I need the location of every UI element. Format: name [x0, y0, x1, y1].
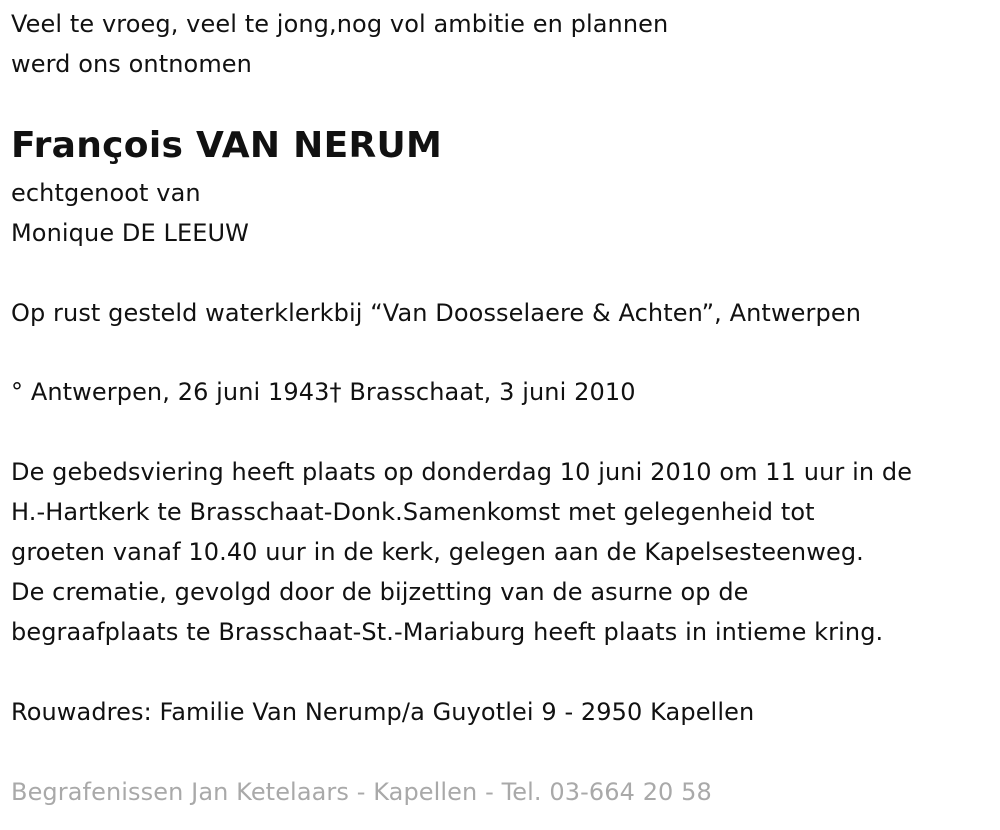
ceremony-line-3: groeten vanaf 10.40 uur in de kerk, gelegen aan de Kapelsesteenweg. — [11, 538, 864, 566]
epigraph-line-2: werd ons ontnomen — [11, 50, 252, 78]
ceremony-line-2: H.-Hartkerk te Brasschaat-Donk.Samenkomst met gelegenheid tot — [11, 498, 815, 526]
epigraph-line-1: Veel te vroeg, veel te jong,nog vol ambitie en plannen — [11, 10, 669, 38]
occupation-text: Op rust gesteld waterklerkbij “Van Doosselaere & Achten”, Antwerpen — [11, 299, 862, 327]
birth-death-dates: ° Antwerpen, 26 juni 1943† Brasschaat, 3 juni 2010 — [11, 378, 636, 406]
mourning-address: Rouwadres: Familie Van Nerump/a Guyotlei 9 - 2950 Kapellen — [11, 698, 755, 726]
funeral-home-footer: Begrafenissen Jan Ketelaars - Kapellen - Tel. 03-664 20 58 — [11, 778, 712, 806]
deceased-name: François VAN NERUM — [11, 125, 443, 166]
relation-text: echtgenoot van — [11, 179, 201, 207]
ceremony-line-4: De crematie, gevolgd door de bijzetting van de asurne op de — [11, 578, 749, 606]
ceremony-line-5: begraafplaats te Brasschaat-St.-Mariaburg heeft plaats in intieme kring. — [11, 618, 884, 646]
spouse-name: Monique DE LEEUW — [11, 219, 249, 247]
ceremony-line-1: De gebedsviering heeft plaats op donderdag 10 juni 2010 om 11 uur in de — [11, 458, 913, 486]
